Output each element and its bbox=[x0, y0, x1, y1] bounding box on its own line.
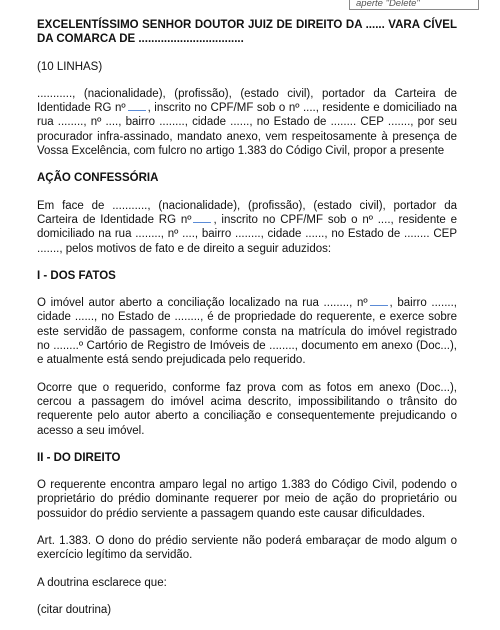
facts-paragraph-1 bbox=[37, 296, 457, 367]
law-paragraph-1: O requerente encontra amparo legal no artigo 1.383 do Código Civil, podendo o proprietário do prédio dominante requerer por meio de ação do proprietário ou possuidor do prédio serviente a passagem quando este causar dificuldades. bbox=[37, 479, 457, 520]
rg-blank-field[interactable] bbox=[128, 102, 146, 111]
plaintiff-qualification bbox=[37, 87, 457, 158]
defendant-rg-blank-field[interactable] bbox=[193, 214, 211, 223]
section-facts-title: I - DOS FATOS bbox=[37, 269, 116, 282]
lines-note: (10 LINHAS) bbox=[37, 60, 103, 73]
defendant-qualification-part2: , inscrito no CPF/MF sob o nº ...., residente e domiciliado na rua ........, nº ...., bairro ........, cidade ......, no Estado de ........ CEP ......., pelos motivos de fato e de direito a seguir aduzidos: bbox=[37, 213, 457, 255]
plaintiff-qualification-part2: , inscrito no CPF/MF sob o nº ...., residente e domiciliado na rua ........, nº ...., bairro ........, cidade ......, no Estado de ........ CEP ......., por seu procurador infra-assinado, mandato anexo, vem respeitosamente à presença de Vossa Excelência, com fulcro no artigo 1.383 do Código Civil, propor a presente bbox=[37, 102, 458, 158]
action-title: AÇÃO CONFESSÓRIA bbox=[37, 172, 159, 185]
plaintiff-qualification-part1: ..........., (nacionalidade), (profissão), (estado civil), portador da Carteira de Identidade RG nº bbox=[37, 87, 457, 115]
section-law-title: II - DO DIREITO bbox=[37, 451, 121, 464]
facts-paragraph-1-part1: O imóvel autor aberto a conciliação localizado na rua ........, nº bbox=[37, 297, 368, 310]
petition-document bbox=[37, 18, 457, 630]
defendant-qualification-part1: Em face de ..........., (nacionalidade), (profissão), (estado civil), portador da Carteira de Identidade RG nº bbox=[37, 199, 457, 226]
defendant-qualification bbox=[37, 199, 457, 256]
facts-paragraph-2: Ocorre que o requerido, conforme faz prova com as fotos em anexo (Doc...), cercou a passagem do imóvel acima descrito, impossibilitando o trânsito do requerente pelo autor aberto a conciliação e consequentemente prejudicando o acesso a seu imóvel. bbox=[37, 381, 457, 437]
facts-paragraph-1-part2: , bairro ......., cidade ......, no Estado de ........, é de propriedade do requerente, e exerce sobre este servidão de passagem, conforme consta na matrícula do imóvel registrado no ........º Cartório de Registro de Imóveis de ........, documento em anexo (Doc...), e atualmente está sendo prejudicada pelo requerido. bbox=[37, 297, 457, 367]
law-article-quote: Art. 1.383. O dono do prédio serviente não poderá embaraçar de modo algum o exercício legítimo da servidão. bbox=[37, 535, 457, 562]
court-heading: EXCELENTÍSSIMO SENHOR DOUTOR JUIZ DE DIREITO DA ...... VARA CÍVEL DA COMARCA DE ................................. bbox=[37, 19, 457, 46]
doctrine-citation: (citar doutrina) bbox=[37, 603, 112, 616]
property-number-blank-field[interactable] bbox=[370, 297, 388, 306]
doctrine-intro: A doutrina esclarece que: bbox=[37, 576, 167, 589]
delete-hint-tooltip: aperte "Delete" bbox=[349, 0, 479, 10]
